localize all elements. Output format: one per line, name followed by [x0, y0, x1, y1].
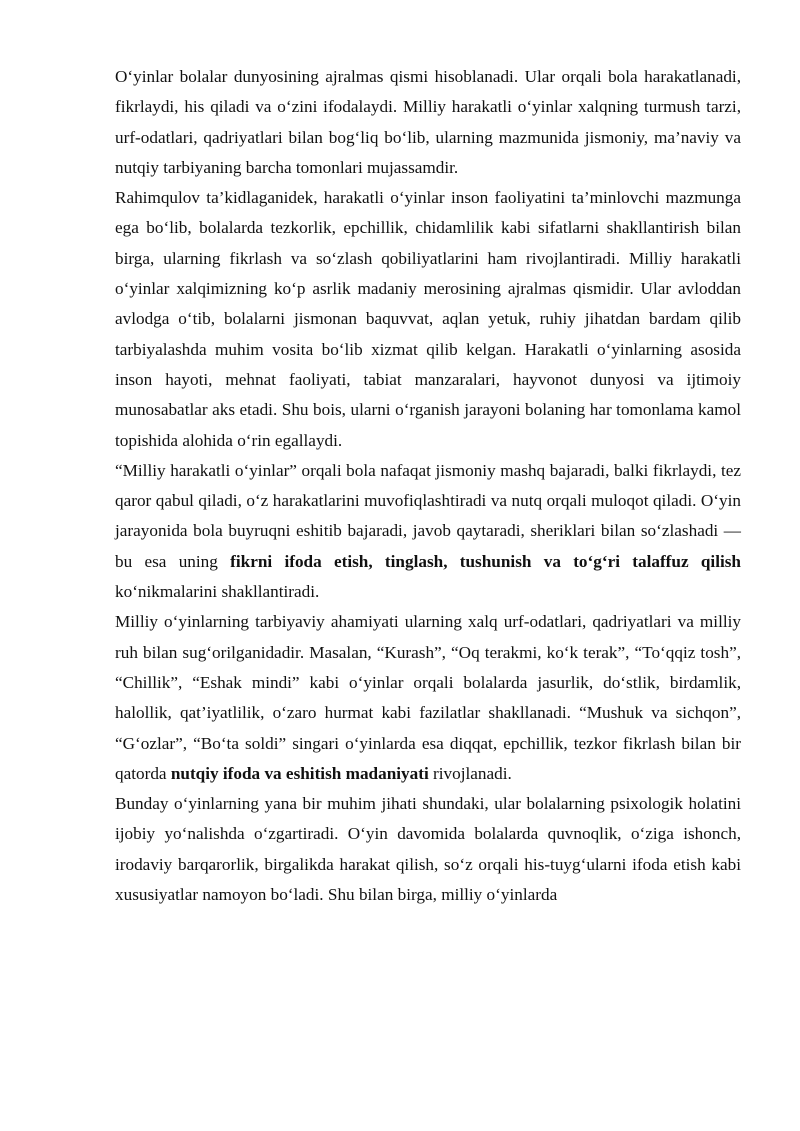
paragraph-2: Rahimqulov ta’kidlaganidek, harakatli o‘yinlar inson faoliyatini ta’minlovchi mazmunga ega bo‘lib, bolalarda tezkorlik, epchillik, chidamlilik kabi sifatlarni shakllantirish bilan birga, ularning fikrlash va so‘zlash qobiliyatlarini ham rivojlantiradi. Milliy harakatli o‘yinlar xalqimizning ko‘p asrlik madaniy merosining ajralmas qismidir. Ular avloddan avlodga o‘tib, bolalarni jismonan baquvvat, aqlan yetuk, ruhiy jihatdan bardam qilib tarbiyalashda muhim vosita bo‘lib xizmat qilib kelgan. Harakatli o‘yinlarning asosida inson hayoti, mehnat faoliyati, tabiat manzaralari, hayvonot dunyosi va ijtimoiy munosabatlar aks etadi. Shu bois, ularni o‘rganish jarayoni bolaning har tomonlama kamol topishida alohida o‘rin egallaydi.: [115, 188, 741, 450]
paragraph-3-text: “Milliy harakatli o‘yinlar” orqali bola nafaqat jismoniy mashq bajaradi, balki fikrlaydi, tez qaror qabul qiladi, o‘z harakatlarini muvofiqlashtiradi va nutq orqali muloqot qiladi. O‘yin jarayonida bola buyruqni eshitib bajaradi, javob qaytaradi, sheriklari bilan so‘zlashadi — bu esa uning: [115, 460, 741, 571]
paragraph-3: [115, 456, 741, 607]
paragraph-1: O‘yinlar bolalar dunyosining ajralmas qismi hisoblanadi. Ular orqali bola harakatlanadi, fikrlaydi, his qiladi va o‘zini ifodalaydi. Milliy harakatli o‘yinlar xalqning turmush tarzi, urf-odatlari, qadriyatlari bilan bog‘liq bo‘lib, ularning mazmunida jismoniy, ma’naviy va nutqiy tarbiyaning barcha tomonlari mujassamdir.: [115, 67, 741, 177]
paragraph-4-bold-text: nutqiy ifoda va eshitish madaniyati: [170, 763, 429, 783]
paragraph-4: [115, 607, 741, 789]
paragraph-5: Bunday o‘yinlarning yana bir muhim jihati shundaki, ular bolalarning psixologik holatini ijobiy yo‘nalishda o‘zgartiradi. O‘yin davomida bolalarda quvnoqlik, o‘ziga ishonch, irodaviy barqarorlik, birgalikda harakat qilish, so‘z orqali his-tuyg‘ularni ifoda etish kabi xususiyatlar namoyon bo‘ladi. Shu bilan birga, milliy o‘yinlarda: [115, 794, 741, 905]
document-body: [115, 62, 741, 910]
paragraph-4-text: Milliy o‘yinlarning tarbiyaviy ahamiyati ularning xalq urf-odatlari, qadriyatlari va milliy ruh bilan sug‘orilganidadir. Masalan, “Kurash”, “Oq terakmi, ko‘k terak”, “To‘qqiz tosh”, “Chillik”, “Eshak mindi” kabi o‘yinlar orqali bolalarda jasurlik, do‘stlik, birdamlik, halollik, qat’iyatlilik, o‘zaro hurmat kabi fazilatlar shakllanadi. “Mushuk va sichqon”, “G‘ozlar”, “Bo‘ta soldi” singari o‘yinlarda esa diqqat, epchillik, tezkor fikrlash bilan bir qatorda: [115, 612, 741, 783]
paragraph-3-text-end: ko‘nikmalarini shakllantiradi.: [115, 582, 320, 602]
paragraph-3-bold-text: fikrni ifoda etish, tinglash, tushunish va to‘g‘ri talaffuz qilish: [230, 551, 741, 571]
paragraph-4-text-end: rivojlanadi.: [428, 763, 512, 783]
